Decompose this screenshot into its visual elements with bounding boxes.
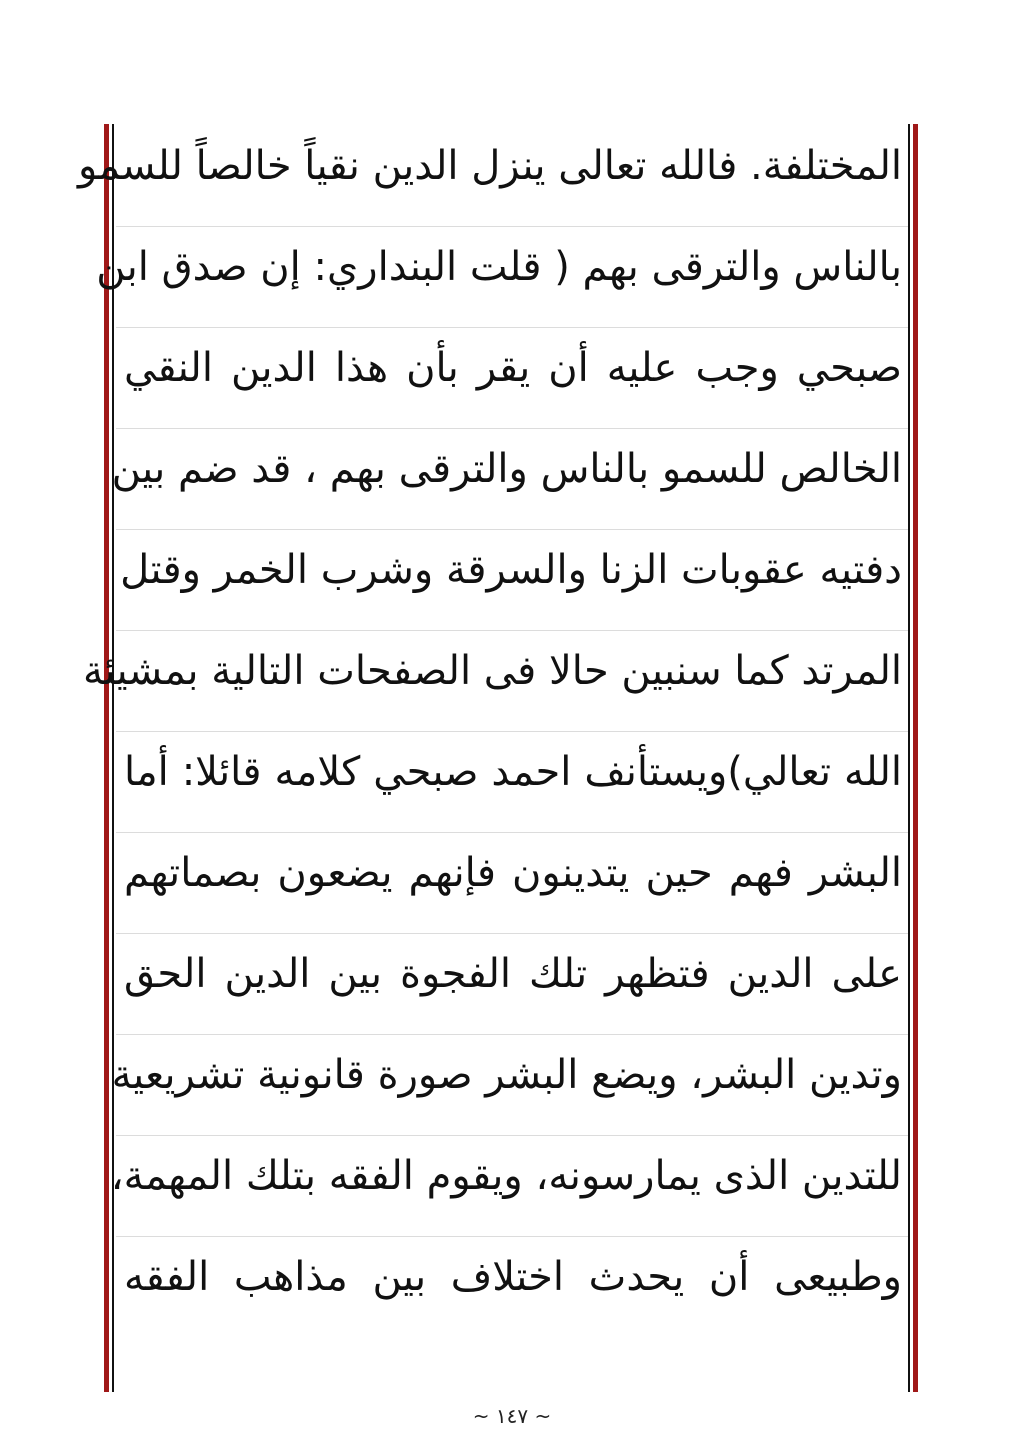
text-line: المرتد كما سنبين حالا فى الصفحات التالية بمشيئة bbox=[82, 648, 902, 694]
text-line: الخالص للسمو بالناس والترقى بهم ، قد ضم بين bbox=[111, 446, 902, 492]
page-number: ~ ١٤٧ ~ bbox=[472, 1404, 552, 1428]
text-line: وطبيعى أن يحدث اختلاف بين مذاهب الفقه bbox=[124, 1254, 902, 1300]
text-line: للتدين الذى يمارسونه، ويقوم الفقه بتلك المهمة، bbox=[110, 1153, 902, 1199]
text-line: على الدين فتظهر تلك الفجوة بين الدين الحق bbox=[124, 951, 902, 997]
right-page-border bbox=[908, 124, 920, 1392]
right-border-dark-line bbox=[908, 124, 910, 1392]
text-line: بالناس والترقى بهم ( قلت البنداري: إن صدق ابن bbox=[96, 244, 902, 290]
text-line: الله تعالي)ويستأنف احمد صبحي كلامه قائلا: أما bbox=[124, 749, 902, 795]
text-line: البشر فهم حين يتدينون فإنهم يضعون بصماتهم bbox=[124, 850, 902, 896]
text-line: دفتيه عقوبات الزنا والسرقة وشرب الخمر وقتل bbox=[120, 547, 902, 593]
right-border-red-line bbox=[913, 124, 918, 1392]
left-border-red-line bbox=[104, 124, 109, 1392]
text-line: صبحي وجب عليه أن يقر بأن هذا الدين النقي bbox=[124, 345, 902, 391]
text-line: وتدين البشر، ويضع البشر صورة قانونية تشريعية bbox=[111, 1052, 902, 1098]
body-text bbox=[77, 128, 902, 1340]
text-line: المختلفة. فالله تعالى ينزل الدين نقياً خالصاً للسمو bbox=[77, 143, 902, 189]
